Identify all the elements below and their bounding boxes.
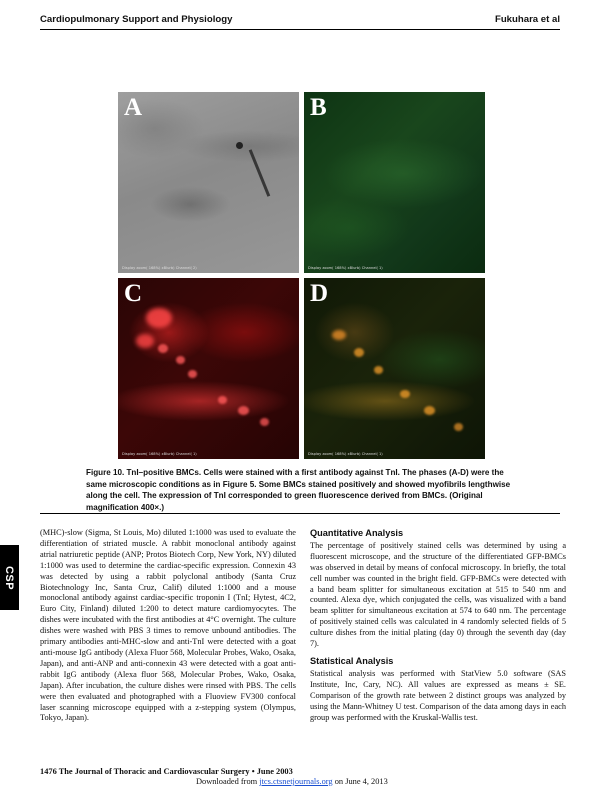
fluorescent-cluster bbox=[424, 406, 435, 415]
download-link[interactable]: jtcs.ctsnetjournals.org bbox=[259, 777, 333, 786]
panel-a-brightfield bbox=[118, 92, 299, 273]
fluorescent-cluster bbox=[176, 356, 185, 364]
page-footer: 1476 The Journal of Thoracic and Cardiovascular Surgery • June 2003 bbox=[40, 767, 293, 776]
fluorescent-cluster bbox=[146, 308, 172, 328]
side-tab-label: CSP bbox=[3, 565, 16, 590]
section-heading-quantitative: Quantitative Analysis bbox=[310, 528, 404, 538]
fluorescent-cluster bbox=[374, 366, 383, 374]
download-notice bbox=[196, 777, 388, 786]
quantitative-paragraph: The percentage of positively stained cells was determined by using a fluorescent microscope, and the structure of the differentiated GFP-BMCs was observed in detail by means of confocal microscopy. In briefly, the total cell number was counted in the bright field. GFP-BMCs were detected with a band beam splitter for simultaneous excitation at 515 to 540 nm and counted. Alexa dye, which conjugated the cells, was visualized with a band beam splitter for simultaneous excitation at 574 to 640 nm. The percentage of positively stained cells was calculated in 4 randomly selected fields of 5 culture dishes from the initial plating (day 0) through the seventh day (day 7). bbox=[310, 540, 566, 649]
panel-caption: Display zoom( 168%) xBlurb) Channel( 1) bbox=[308, 266, 383, 270]
fluorescent-cluster bbox=[218, 396, 227, 404]
running-header-section: Cardiopulmonary Support and Physiology bbox=[40, 14, 233, 25]
panel-letter: B bbox=[310, 94, 327, 121]
fluorescent-cluster bbox=[158, 344, 168, 353]
caption-rule bbox=[40, 513, 560, 514]
panel-caption: Display zoom( 168%) xBlurb) Channel( 1) bbox=[122, 452, 197, 456]
right-column bbox=[310, 528, 566, 723]
section-side-tab bbox=[0, 545, 19, 610]
statistical-paragraph: Statistical analysis was performed with StatView 5.0 software (SAS Institute, Inc, Cary, NC). All values are expressed as means ± SE. Comparison of the growth rate between 2 distinct groups was analyzed by using the Mann-Whitney U test. Comparison of the data among days in each group was performed with the Kruskal-Wallis test. bbox=[310, 668, 566, 722]
fluorescent-cluster bbox=[188, 370, 197, 378]
left-column bbox=[40, 528, 296, 724]
debris-particle bbox=[236, 142, 243, 149]
header-rule bbox=[40, 29, 560, 30]
needle-artifact bbox=[249, 149, 271, 196]
panel-b-green-fluorescence bbox=[304, 92, 485, 273]
download-prefix: Downloaded from bbox=[196, 777, 260, 786]
figure-caption: Figure 10. TnI–positive BMCs. Cells were stained with a first antibody against TnI. The phases (A-D) were the same microscopic conditions as in Figure 5. Some BMCs stained positively and showed myofibrils lengthwise along the cell. The expression of TnI corresponded to green fluorescence derived from BMCs. (Original magnification 400×.) bbox=[86, 468, 511, 512]
panel-caption: Display zoom( 168%) xBlurb) Channel( 1) bbox=[308, 452, 383, 456]
panel-c-red-fluorescence bbox=[118, 278, 299, 459]
panel-letter: A bbox=[124, 94, 143, 121]
fluorescent-cluster bbox=[238, 406, 249, 415]
running-header-authors: Fukuhara et al bbox=[494, 14, 560, 25]
panel-caption: Display zoom( 168%) xBlurb) Channel( 2) bbox=[122, 266, 197, 270]
fluorescent-cluster bbox=[454, 423, 463, 431]
download-suffix: on June 4, 2013 bbox=[332, 777, 388, 786]
panel-letter: D bbox=[310, 280, 329, 307]
methods-paragraph: (MHC)-slow (Sigma, St Louis, Mo) diluted 1:1000 was used to evaluate the differentiation of striated muscle. A rabbit monoclonal antibody against atrial natriuretic peptide (ANP; Protos Biotech Corp, New York, NY) diluted 1:1000 was used to determine the cardiac-specific expression. Connexin 43 was detected by using a rabbit polyclonal antibody (Santa Cruz Biotechnology Inc, Santa Cruz, Calif) diluted 1:1000 and a mouse monoclonal antibody against cardiac-specific troponin I (TnI; Hytest, 4C2, Euro City, Finland) diluted 1:200 to detect mature cardiomyocytes. The dishes were incubated with the first antibodies at 4°C overnight. The culture dishes were washed with PBS 3 times to remove unbound antibodies. The primary antibodies anti-MHC-slow and anti-TnI were detected with a goat anti-mouse IgG antibody (Alexa Fluor 568, Molecular Probes, Wako, Osaka, Japan), and anti-ANP and anti-connexin 43 were detected with a goat anti-rabbit IgG antibody (Alexa fluor 568, Molecular Probes, Wako, Osaka, Japan). After incubation, the culture dishes were rinsed with PBS. The cells were then evaluated and photographed with a Fluoview FV300 confocal laser scanning microscope equipped with a z-stepping system (Olympus, Tokyo, Japan). bbox=[40, 528, 296, 723]
section-heading-statistical: Statistical Analysis bbox=[310, 655, 394, 666]
fluorescent-cluster bbox=[332, 330, 346, 340]
fluorescent-cluster bbox=[136, 334, 154, 348]
figure-10 bbox=[118, 92, 488, 462]
fluorescent-cluster bbox=[260, 418, 269, 426]
panel-d-merged bbox=[304, 278, 485, 459]
fluorescent-cluster bbox=[354, 348, 364, 357]
panel-letter: C bbox=[124, 280, 143, 307]
fluorescent-cluster bbox=[400, 390, 410, 398]
